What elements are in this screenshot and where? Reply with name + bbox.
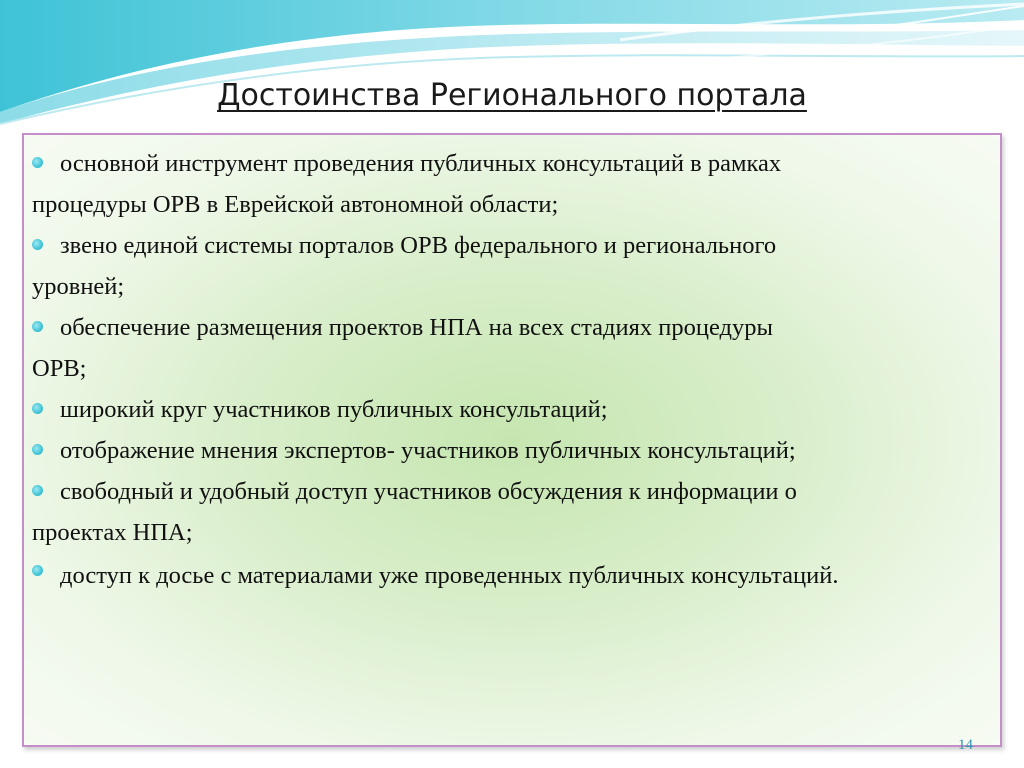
page-number: 14: [958, 737, 973, 753]
bullet-text-line: звено единой системы порталов ОРВ федерального и регионального: [60, 232, 777, 259]
bullet-dot-icon: [32, 444, 43, 455]
list-item: [32, 143, 992, 225]
bullet-text-line: обеспечение размещения проектов НПА на всех стадиях процедуры: [60, 314, 773, 341]
bullet-list: [32, 143, 992, 592]
bullet-text-line: свободный и удобный доступ участников обсуждения к информации о: [60, 478, 797, 505]
bullet-dot-icon: [32, 157, 43, 168]
bullet-dot-icon: [32, 565, 43, 576]
list-item: [32, 389, 992, 430]
bullet-text-line: отображение мнения экспертов- участников публичных консультаций;: [60, 437, 796, 464]
list-item: [32, 430, 992, 471]
bullet-dot-icon: [32, 403, 43, 414]
list-item: [60, 553, 992, 592]
bullet-dot-icon: [32, 321, 43, 332]
bullet-text-line: доступ к досье с материалами уже проведенных публичных консультаций.: [60, 562, 839, 589]
bullet-text-continuation: проектах НПА;: [32, 519, 193, 546]
bullet-dot-icon: [32, 485, 43, 496]
list-item: [32, 225, 992, 307]
list-item: [32, 307, 992, 389]
list-item: [32, 471, 992, 553]
bullet-dot-icon: [32, 239, 43, 250]
bullet-text-continuation: уровней;: [32, 273, 125, 300]
content-box: [22, 133, 1002, 747]
decorative-wave-background: [0, 0, 1024, 140]
bullet-text-line: широкий круг участников публичных консультаций;: [60, 396, 608, 423]
slide-title: Достоинства Регионального портала: [217, 78, 807, 113]
bullet-text-line: основной инструмент проведения публичных консультаций в рамках: [60, 150, 782, 177]
bullet-text-continuation: процедуры ОРВ в Еврейской автономной области;: [32, 191, 559, 218]
bullet-text-continuation: ОРВ;: [32, 355, 87, 382]
